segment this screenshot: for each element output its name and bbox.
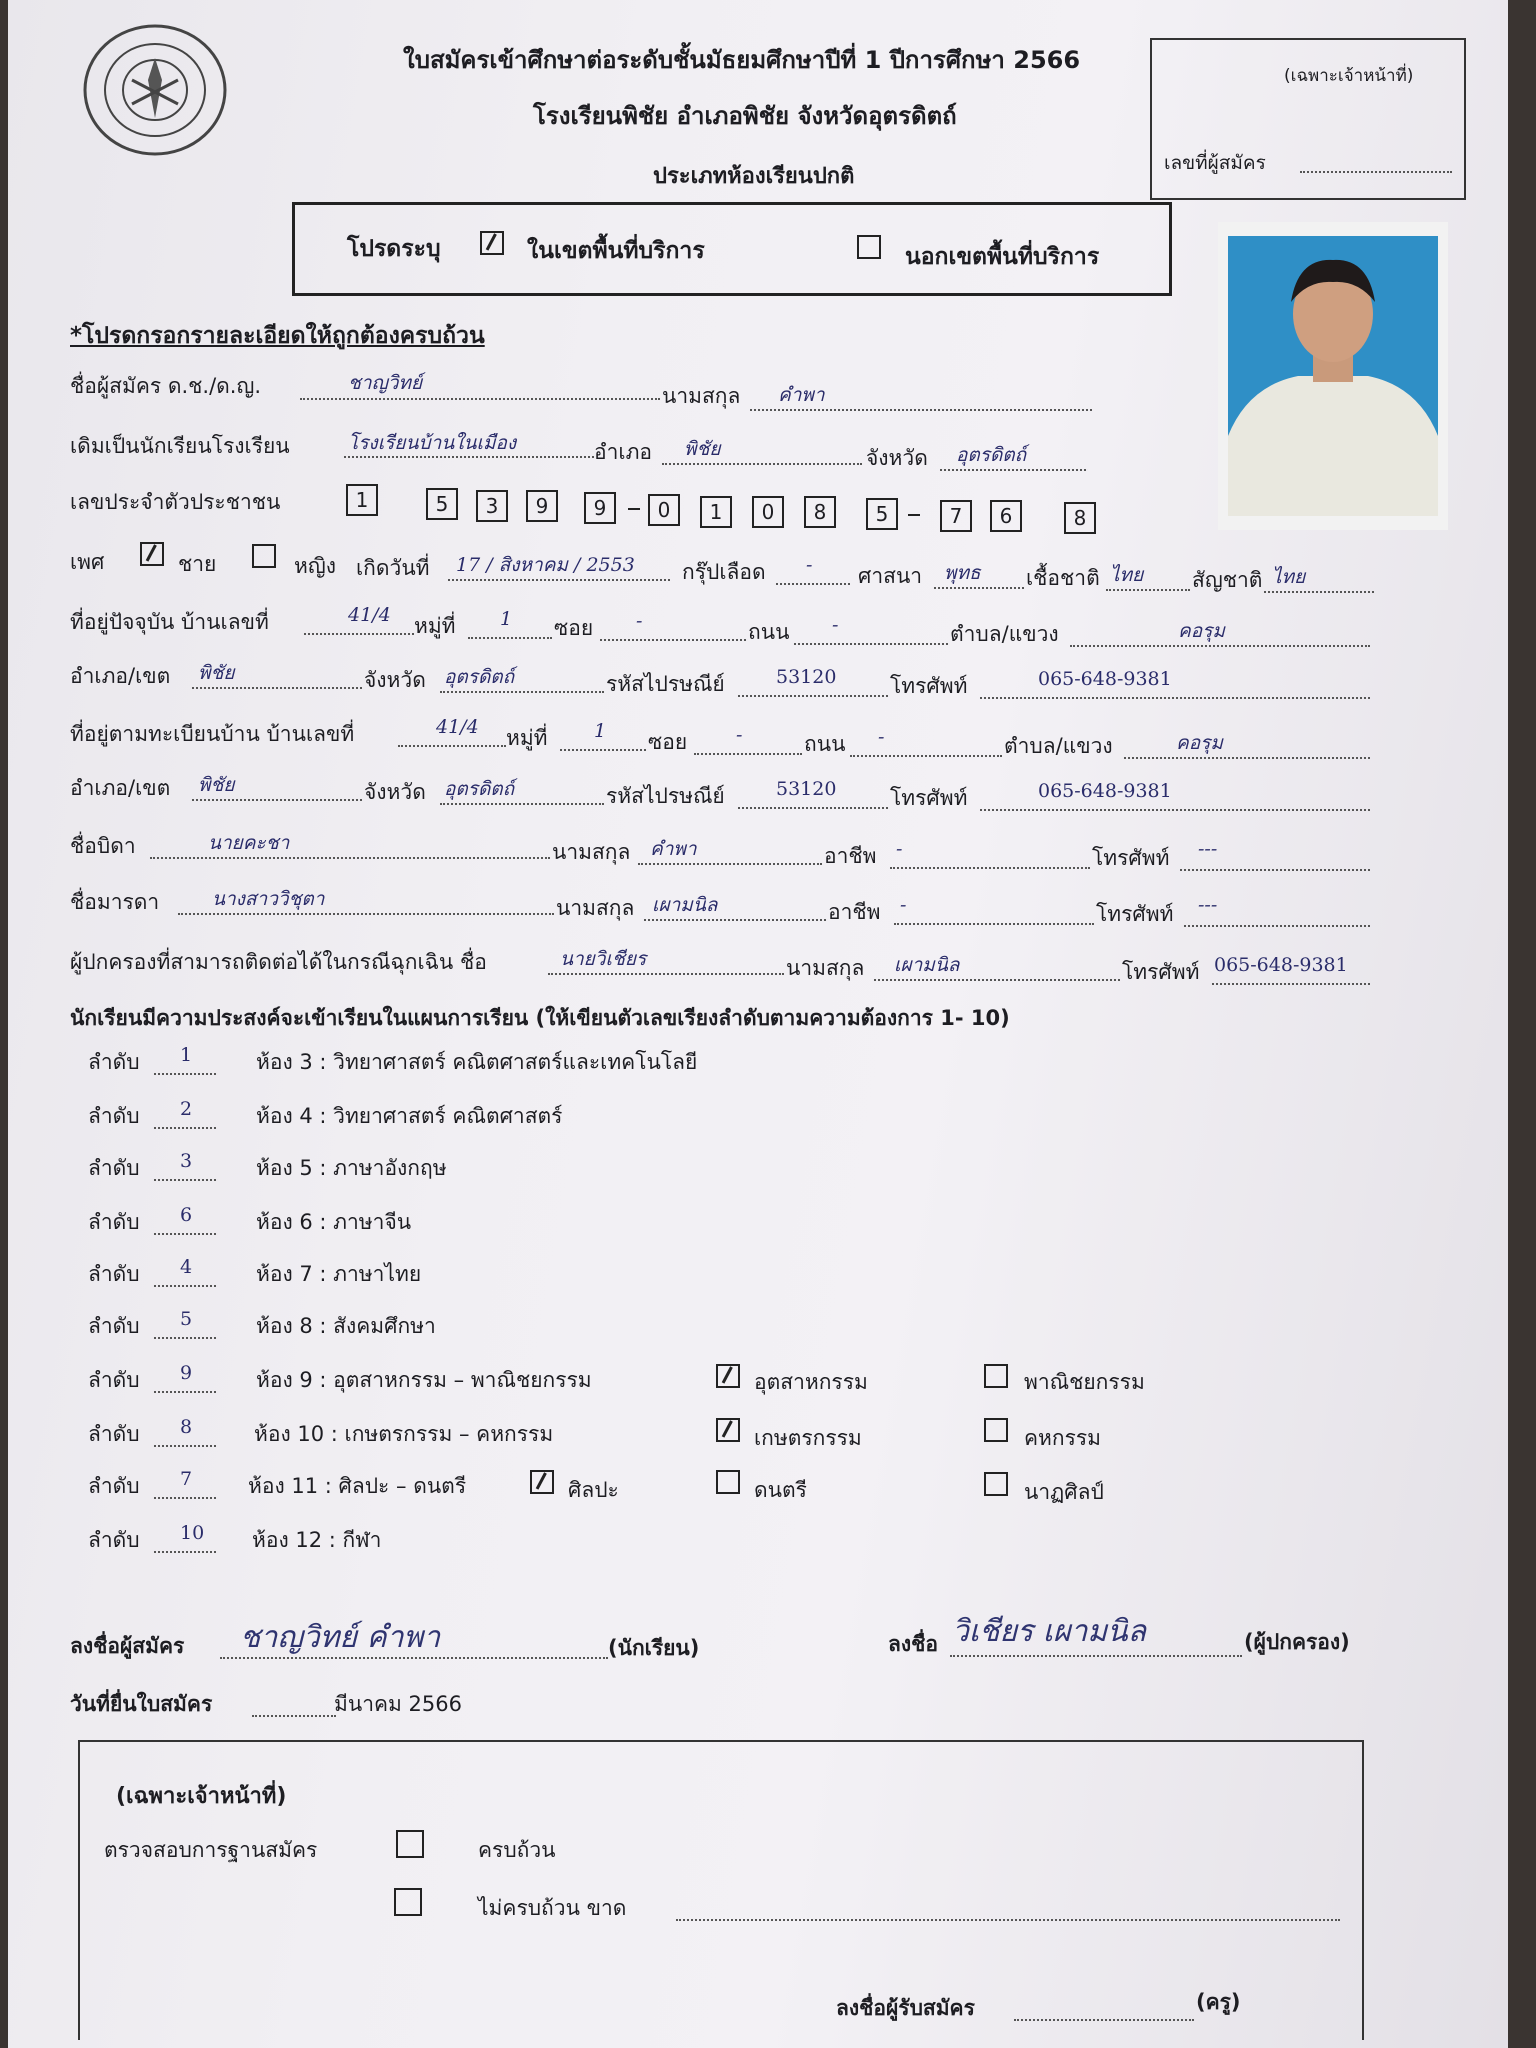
reg-province-label: จังหวัด <box>364 780 426 804</box>
application-form <box>8 0 1508 2048</box>
plan-rank-label: ลำดับ <box>88 1528 140 1552</box>
plan-rank-value: 6 <box>180 1204 193 1226</box>
plan-rank-value: 4 <box>180 1256 193 1278</box>
in-area-label: ในเขตพื้นที่บริการ <box>527 238 705 264</box>
reg-phone-field[interactable] <box>980 808 1370 811</box>
plan-rank-field[interactable] <box>154 1072 216 1075</box>
plan-room-label: ห้อง 3 : วิทยาศาสตร์ คณิตศาสตร์และเทคโนโลยี <box>256 1050 698 1074</box>
religion-label: ศาสนา <box>858 564 923 588</box>
reg-soi-value: - <box>736 724 743 746</box>
mother-phone-field[interactable] <box>1184 924 1370 927</box>
father-job-label: อาชีพ <box>824 844 877 868</box>
mother-name-value: นางสาววิชุตา <box>212 888 325 910</box>
plan-rank-label: ลำดับ <box>88 1050 140 1074</box>
reg-district-label: อำเภอ/เขต <box>70 776 171 800</box>
id-card-label: เลขประจำตัวประชาชน <box>70 490 281 514</box>
reg-district-value: พิชัย <box>198 774 235 796</box>
father-name-value: นายคะชา <box>208 832 290 854</box>
plan-room-label: ห้อง 12 : กีฬา <box>252 1528 382 1552</box>
staff-box-label: (เฉพาะเจ้าหน้าที่) <box>1284 66 1414 86</box>
industry-label: อุตสาหกรรม <box>754 1370 868 1394</box>
plan-rank-label: ลำดับ <box>88 1156 140 1180</box>
id-digit-box[interactable]: 8 <box>1064 502 1096 534</box>
id-digit-box[interactable]: 5 <box>866 498 898 530</box>
id-digit-box[interactable]: 5 <box>426 488 458 520</box>
plan-rank-field[interactable] <box>154 1336 216 1339</box>
plan-room-label: ห้อง 10 : เกษตรกรรม – คหกรรม <box>254 1422 554 1446</box>
plan-rank-value: 2 <box>180 1098 193 1120</box>
district-label: อำเภอ/เขต <box>70 664 171 688</box>
name-label: ชื่อผู้สมัคร ด.ช./ด.ญ. <box>70 374 262 398</box>
applicant-role: (นักเรียน) <box>608 1636 700 1660</box>
id-digit-box[interactable]: 6 <box>990 500 1022 532</box>
reg-house-no-field[interactable] <box>398 744 506 747</box>
complete-label: ครบถ้วน <box>478 1838 556 1862</box>
mother-surname-label: นามสกุล <box>556 896 635 920</box>
moo-field[interactable] <box>468 636 552 639</box>
road-value: - <box>832 614 839 636</box>
dance-label: นาฏศิลป์ <box>1024 1480 1104 1504</box>
plan-rank-value: 1 <box>180 1044 193 1066</box>
soi-value: - <box>636 610 643 632</box>
id-digit-box[interactable]: 9 <box>526 490 558 522</box>
staff-section-title: (เฉพาะเจ้าหน้าที่) <box>116 1784 287 1809</box>
surname-label: นามสกุล <box>662 384 741 408</box>
receiver-label: ลงชื่อผู้รับสมัคร <box>836 1996 975 2020</box>
father-surname-label: นามสกุล <box>552 840 631 864</box>
instruction-text: *โปรดกรอกรายละเอียดให้ถูกต้องครบถ้วน <box>70 323 485 349</box>
commerce-label: พาณิชยกรรม <box>1024 1370 1145 1394</box>
soi-label: ซอย <box>554 616 594 640</box>
house-no-value: 41/4 <box>348 604 391 626</box>
reg-postcode-value: 53120 <box>776 778 837 800</box>
plan-room-label: ห้อง 5 : ภาษาอังกฤษ <box>256 1156 447 1180</box>
mother-job-label: อาชีพ <box>828 900 881 924</box>
mother-surname-value: เผามนิล <box>652 894 718 916</box>
date-field[interactable] <box>252 1714 336 1717</box>
plan-rank-value: 10 <box>180 1522 205 1544</box>
student-photo-image <box>1228 236 1438 516</box>
father-job-value: - <box>896 838 903 860</box>
province-value: อุตรดิตถ์ <box>444 666 515 688</box>
date-value: มีนาคม 2566 <box>334 1692 462 1716</box>
mother-phone-value: --- <box>1198 894 1218 916</box>
area-label: โปรดระบุ <box>347 236 441 262</box>
receiver-field[interactable] <box>1014 2018 1194 2021</box>
prev-school-label: เดิมเป็นนักเรียนโรงเรียน <box>70 434 290 458</box>
id-digit-box[interactable]: 9 <box>584 492 616 524</box>
area-box <box>292 202 1172 296</box>
father-phone-value: --- <box>1198 838 1218 860</box>
school-seal-icon <box>80 20 230 160</box>
postcode-label: รหัสไปรษณีย์ <box>606 672 725 696</box>
art-checkbox[interactable] <box>530 1470 554 1494</box>
check-docs-label: ตรวจสอบการฐานสมัคร <box>104 1838 318 1862</box>
in-area-checkbox[interactable] <box>480 231 504 255</box>
prev-province-label: จังหวัด <box>866 446 928 470</box>
home-economics-checkbox[interactable] <box>984 1418 1008 1442</box>
phone-value: 065-648-9381 <box>1038 668 1172 690</box>
out-area-label: นอกเขตพื้นที่บริการ <box>905 244 1100 270</box>
id-digit-box[interactable]: 8 <box>804 496 836 528</box>
soi-field[interactable] <box>600 638 746 641</box>
reg-postcode-field[interactable] <box>738 806 888 809</box>
reg-road-value: - <box>878 726 885 748</box>
guardian-sign-label: ลงชื่อ <box>888 1632 938 1656</box>
guardian-surname-value: เผามนิล <box>894 954 960 976</box>
addr-now-label: ที่อยู่ปัจจุบัน บ้านเลขที่ <box>70 610 269 634</box>
out-area-checkbox[interactable] <box>857 235 881 259</box>
plan-room-label: ห้อง 4 : วิทยาศาสตร์ คณิตศาสตร์ <box>256 1104 563 1128</box>
father-phone-label: โทรศัพท์ <box>1092 846 1170 870</box>
missing-docs-field[interactable] <box>676 1918 1340 1921</box>
plan-heading: นักเรียนมีความประสงค์จะเข้าเรียนในแผนการเรียน (ให้เขียนตัวเลขเรียงลำดับตามความต้องการ 1- 10) <box>70 1006 1010 1030</box>
guardian-surname-label: นามสกุล <box>786 956 865 980</box>
plan-rank-label: ลำดับ <box>88 1422 140 1446</box>
sex-label: เพศ <box>70 550 105 574</box>
plan-room-label: ห้อง 7 : ภาษาไทย <box>256 1262 422 1286</box>
moo-value: 1 <box>500 608 513 630</box>
plan-rank-value: 5 <box>180 1308 193 1330</box>
plan-rank-value: 7 <box>180 1468 193 1490</box>
prev-district-label: อำเภอ <box>594 440 653 464</box>
plan-rank-field[interactable] <box>154 1550 216 1553</box>
plan-rank-label: ลำดับ <box>88 1474 140 1498</box>
house-no-field[interactable] <box>304 632 414 635</box>
mother-phone-label: โทรศัพท์ <box>1096 902 1174 926</box>
prev-school-value: โรงเรียนบ้านในเมือง <box>348 432 517 454</box>
female-label: หญิง <box>294 554 336 578</box>
dance-checkbox[interactable] <box>984 1472 1008 1496</box>
plan-rank-label: ลำดับ <box>88 1314 140 1338</box>
nationality-value: ไทย <box>1272 566 1306 588</box>
receiver-role: (ครู) <box>1196 1990 1241 2014</box>
postcode-field[interactable] <box>738 694 888 697</box>
male-checkbox[interactable] <box>140 542 164 566</box>
complete-checkbox[interactable] <box>396 1830 424 1858</box>
father-surname-value: คำพา <box>650 838 697 860</box>
postcode-value: 53120 <box>776 666 837 688</box>
reg-subdistrict-label: ตำบล/แขวง <box>1004 734 1113 758</box>
plan-rank-value: 9 <box>180 1362 193 1384</box>
staff-section <box>78 1740 1364 2040</box>
plan-rank-value: 8 <box>180 1416 193 1438</box>
plan-rank-field[interactable] <box>154 1126 216 1129</box>
father-job-field[interactable] <box>890 866 1090 869</box>
plan-room-label: ห้อง 8 : สังคมศึกษา <box>256 1314 436 1338</box>
form-title: ใบสมัครเข้าศึกษาต่อระดับชั้นมัธยมศึกษาปีที่ 1 ปีการศึกษา 2566 <box>403 46 1081 74</box>
plan-rank-field[interactable] <box>154 1390 216 1393</box>
id-digit-box[interactable]: 1 <box>346 484 378 516</box>
applicant-signature: ชาญวิทย์ คำพา <box>240 1620 441 1655</box>
mother-job-value: - <box>900 894 907 916</box>
date-label: วันที่ยื่นใบสมัคร <box>70 1692 213 1716</box>
birth-label: เกิดวันที่ <box>356 556 430 580</box>
reg-road-field[interactable] <box>850 754 1002 757</box>
reg-postcode-label: รหัสไปรษณีย์ <box>606 784 725 808</box>
id-separator <box>908 514 920 516</box>
moo-label: หมู่ที่ <box>414 614 456 638</box>
guardian-phone-field[interactable] <box>1212 982 1370 985</box>
commerce-checkbox[interactable] <box>984 1364 1008 1388</box>
id-digit-box[interactable]: 3 <box>476 490 508 522</box>
applicant-sign-label: ลงชื่อผู้สมัคร <box>70 1634 185 1658</box>
religion-value: พุทธ <box>944 562 981 584</box>
province-label: จังหวัด <box>364 668 426 692</box>
incomplete-checkbox[interactable] <box>394 1888 422 1916</box>
district-value: พิชัย <box>198 662 235 684</box>
guardian-phone-label: โทรศัพท์ <box>1122 960 1200 984</box>
agriculture-label: เกษตรกรรม <box>754 1426 862 1450</box>
reg-subdistrict-value: คอรุม <box>1176 732 1223 754</box>
id-digit-box[interactable]: 1 <box>700 496 732 528</box>
subdistrict-value: คอรุม <box>1178 620 1225 642</box>
reg-moo-value: 1 <box>594 720 607 742</box>
phone-field[interactable] <box>980 696 1370 699</box>
class-type: ประเภทห้องเรียนปกติ <box>653 164 855 189</box>
music-checkbox[interactable] <box>716 1470 740 1494</box>
plan-rank-value: 3 <box>180 1150 193 1172</box>
applicant-no-label: เลขที่ผู้สมัคร <box>1164 152 1266 174</box>
blood-label: กรุ๊ปเลือด <box>682 560 766 584</box>
race-label: เชื้อชาติ <box>1026 566 1100 590</box>
prev-province-value: อุตรดิตถ์ <box>956 444 1027 466</box>
plan-rank-field[interactable] <box>154 1232 216 1235</box>
plan-rank-field[interactable] <box>154 1496 216 1499</box>
plan-rank-field[interactable] <box>154 1178 216 1181</box>
guardian-signature: วิเชียร เผามนิล <box>952 1614 1147 1649</box>
reg-phone-value: 065-648-9381 <box>1038 780 1172 802</box>
school-name: โรงเรียนพิชัย อำเภอพิชัย จังหวัดอุตรดิตถ์ <box>533 102 957 130</box>
reg-moo-label: หมู่ที่ <box>506 726 548 750</box>
plan-rank-label: ลำดับ <box>88 1210 140 1234</box>
birth-value: 17 / สิงหาคม / 2553 <box>456 554 635 576</box>
guardian-phone-value: 065-648-9381 <box>1214 954 1348 976</box>
guardian-label: ผู้ปกครองที่สามารถติดต่อได้ในกรณีฉุกเฉิน ชื่อ <box>70 950 487 974</box>
plan-rank-label: ลำดับ <box>88 1104 140 1128</box>
phone-label: โทรศัพท์ <box>890 674 968 698</box>
road-field[interactable] <box>794 642 948 645</box>
reg-phone-label: โทรศัพท์ <box>890 786 968 810</box>
male-label: ชาย <box>178 552 217 576</box>
guardian-name-value: นายวิเชียร <box>560 948 647 970</box>
industry-checkbox[interactable] <box>716 1364 740 1388</box>
applicant-photo <box>1218 222 1448 530</box>
music-label: ดนตรี <box>754 1478 807 1502</box>
id-digit-box[interactable]: 0 <box>648 494 680 526</box>
plan-room-label: ห้อง 6 : ภาษาจีน <box>256 1210 412 1234</box>
race-value: ไทย <box>1110 564 1144 586</box>
female-checkbox[interactable] <box>252 544 276 568</box>
plan-rank-field[interactable] <box>154 1444 216 1447</box>
blood-field[interactable] <box>776 582 850 585</box>
mother-label: ชื่อมารดา <box>70 890 160 914</box>
father-label: ชื่อบิดา <box>70 834 136 858</box>
plan-rank-label: ลำดับ <box>88 1368 140 1392</box>
subdistrict-label: ตำบล/แขวง <box>950 622 1059 646</box>
surname-value: คำพา <box>778 384 825 406</box>
nationality-label: สัญชาติ <box>1192 568 1263 592</box>
guardian-role: (ผู้ปกครอง) <box>1244 1630 1350 1654</box>
plan-rank-field[interactable] <box>154 1284 216 1287</box>
prev-district-value: พิชัย <box>684 438 721 460</box>
art-label: ศิลปะ <box>568 1478 619 1502</box>
reg-soi-label: ซอย <box>648 730 688 754</box>
reg-moo-field[interactable] <box>560 748 646 751</box>
mother-job-field[interactable] <box>894 922 1094 925</box>
plan-room-label: ห้อง 11 : ศิลปะ – ดนตรี <box>248 1474 467 1498</box>
applicant-no-field[interactable] <box>1300 170 1452 173</box>
road-label: ถนน <box>748 620 790 644</box>
addr-reg-label: ที่อยู่ตามทะเบียนบ้าน บ้านเลขที่ <box>70 722 355 746</box>
reg-soi-field[interactable] <box>694 752 802 755</box>
reg-house-no-value: 41/4 <box>436 716 479 738</box>
home-economics-label: คหกรรม <box>1024 1426 1102 1450</box>
reg-subdistrict-field[interactable] <box>1124 756 1370 759</box>
id-digit-box[interactable]: 0 <box>752 496 784 528</box>
plan-room-label: ห้อง 9 : อุตสาหกรรม – พาณิชยกรรม <box>256 1368 592 1392</box>
blood-value: - <box>806 554 813 576</box>
plan-rank-label: ลำดับ <box>88 1262 140 1286</box>
id-digit-box[interactable]: 7 <box>940 500 972 532</box>
id-separator <box>628 508 640 510</box>
staff-box <box>1150 38 1466 200</box>
reg-road-label: ถนน <box>804 732 846 756</box>
agriculture-checkbox[interactable] <box>716 1418 740 1442</box>
reg-province-value: อุตรดิตถ์ <box>444 778 515 800</box>
father-phone-field[interactable] <box>1180 868 1370 871</box>
name-value: ชาญวิทย์ <box>348 372 423 394</box>
incomplete-label: ไม่ครบถ้วน ขาด <box>478 1896 627 1920</box>
